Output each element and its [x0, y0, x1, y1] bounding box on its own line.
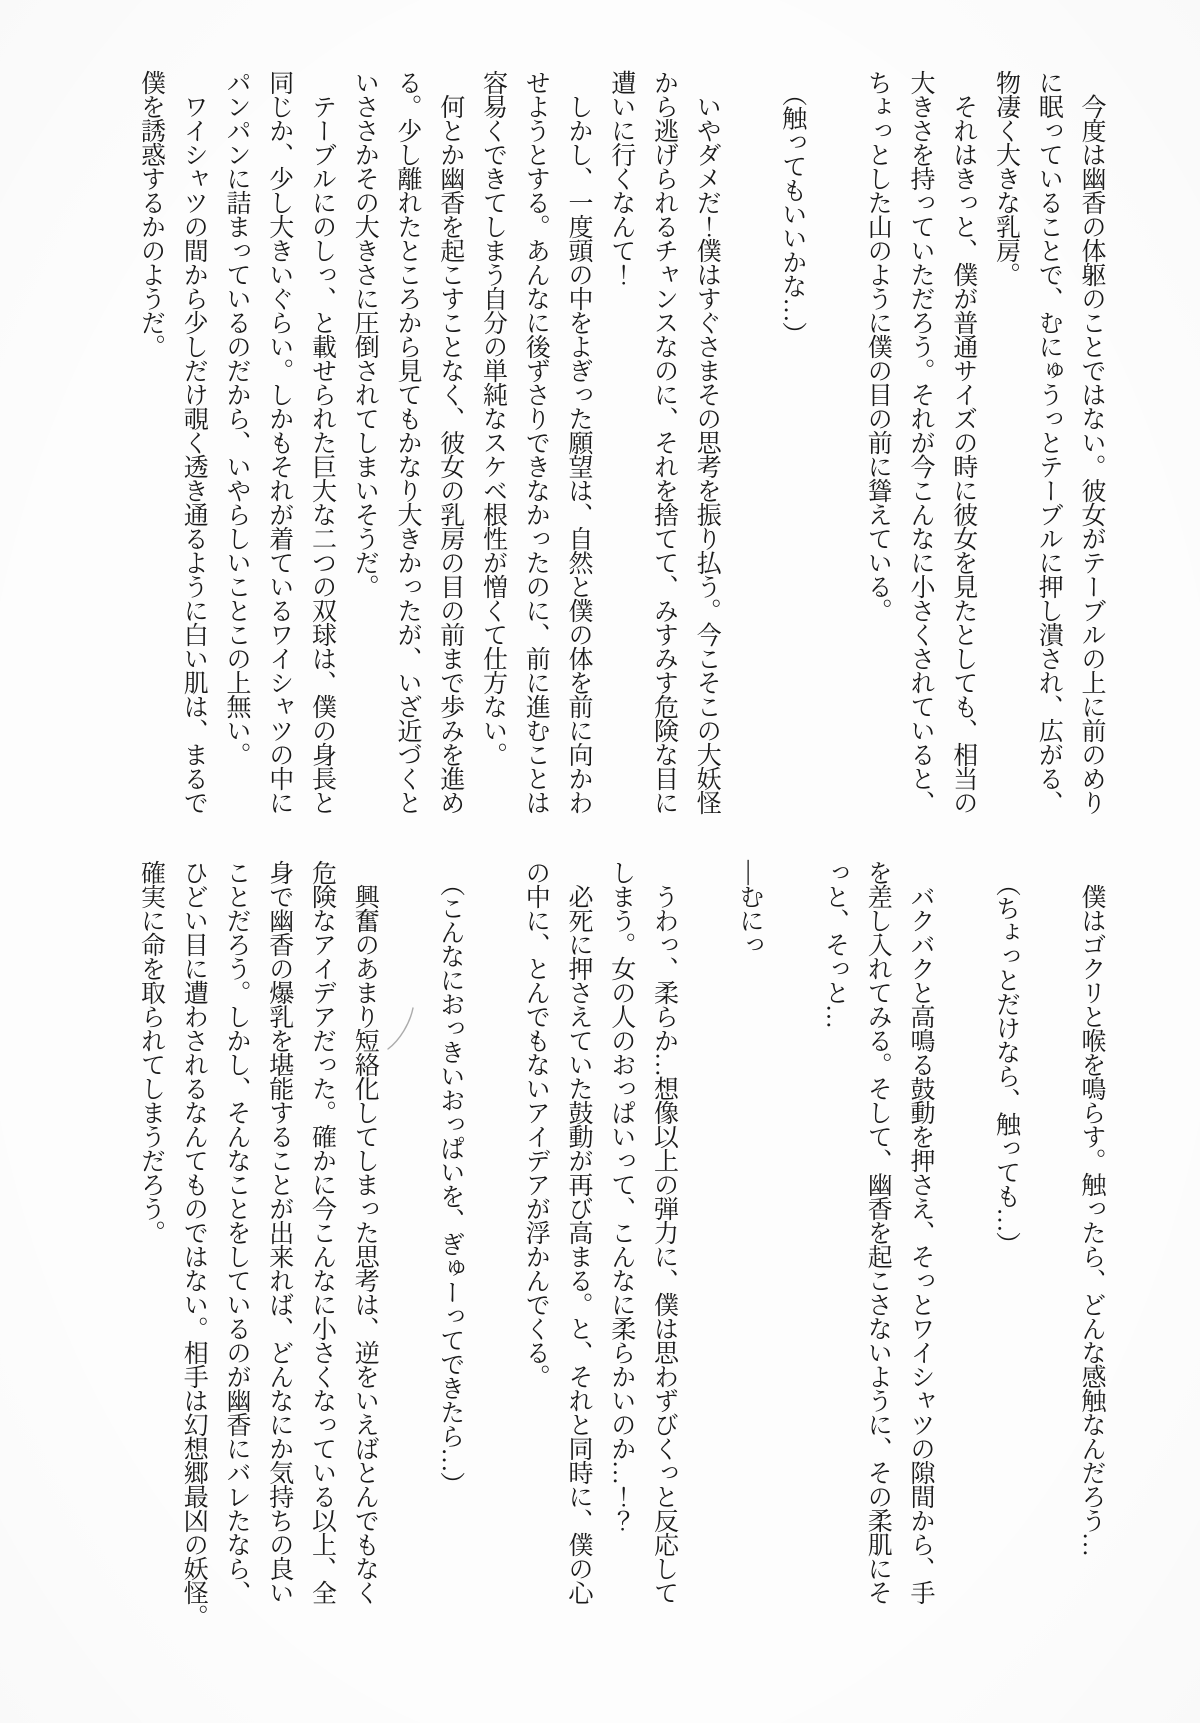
- text-column: 僕はゴクリと喉を鳴らす。触ったら、どんな感触なんだろう…: [1078, 860, 1105, 1556]
- text-column: ひどい目に遭わされるなんてものではない。相手は幻想郷最凶の妖怪。: [180, 860, 208, 1628]
- text-column: バクバクと高鳴る鼓動を押さえ、そっとワイシャツの隙間から、手: [907, 860, 934, 1604]
- text-column: から逃げられるチャンスなのに、それを捨てて、みすみす危険な目に: [650, 70, 678, 814]
- text-column: ちょっとした山のように僕の目の前に聳えている。: [864, 70, 892, 622]
- blank-column: [770, 860, 813, 1635]
- text-column: （ちょっとだけなら、触っても…）: [992, 860, 1020, 1256]
- text-column: ことだろう。しかし、そんなことをしているのが幽香にバレたなら、: [223, 860, 250, 1604]
- text-column: を差し入れてみる。そして、幽香を起こさないように、その柔肌にそ: [864, 860, 892, 1604]
- text-column: テーブルにのしっ、と載せられた巨大な二つの双球は、僕の身長と: [308, 70, 336, 814]
- text-column: 確実に命を取られてしまうだろう。: [137, 860, 165, 1244]
- text-column: 遭いに行くなんて！: [607, 70, 635, 286]
- blank-column: [727, 70, 770, 845]
- blank-column: [685, 860, 728, 1635]
- text-column: の中に、とんでもないアイデアが浮かんでくる。: [522, 860, 550, 1388]
- text-column: いささかその大きさに圧倒されてしまいそうだ。: [351, 70, 379, 598]
- text-column: 身で幽香の爆乳を堪能することが出来れば、どんなにか気持ちの良い: [265, 860, 293, 1604]
- text-column: 必死に押さえていた鼓動が再び高まる。と、それと同時に、僕の心: [565, 860, 592, 1604]
- text-column: ワイシャツの間から少しだけ覗く透き通るように白い肌は、まるで: [180, 70, 208, 814]
- text-column: しまう。女の人のおっぱいって、こんなに柔らかいのか…！？: [607, 860, 635, 1532]
- text-column: る。少し離れたところから見てもかなり大きかったが、いざ近づくと: [394, 70, 421, 814]
- text-column: せようとする。あんなに後ずさりできなかったのに、前に進むことは: [522, 70, 550, 814]
- text-column: いやダメだ！僕はすぐさまその思考を振り払う。今こそこの大妖怪: [693, 70, 721, 814]
- text-column: 同じか、少し大きいぐらい。しかもそれが着ているワイシャツの中に: [265, 70, 293, 814]
- text-column: 危険なアイデアだった。確かに今こんなに小さくなっている以上、全: [308, 860, 336, 1604]
- text-band-bottom: [129, 860, 1112, 1635]
- text-column: に眠っていることで、むにゅうっとテーブルに押し潰され、広がる、: [1035, 70, 1063, 814]
- text-column: （こんなにおっきいおっぱいを、ぎゅーってできたら…）: [436, 860, 464, 1496]
- text-column: ―むにっ: [736, 860, 763, 956]
- text-column: 興奮のあまり短絡化してしまった思考は、逆をいえばとんでもなく: [351, 860, 379, 1604]
- text-column: （触ってもいいかな…）: [778, 70, 806, 346]
- text-column: パンパンに詰まっているのだから、いやらしいことこの上無い。: [223, 70, 250, 766]
- text-column: 大きさを持っていただろう。それが今こんなに小さくされていると、: [907, 70, 934, 814]
- blank-column: [385, 860, 428, 1635]
- blank-column: [813, 70, 856, 845]
- text-column: 今度は幽香の体躯のことではない。彼女がテーブルの上に前のめり: [1078, 70, 1105, 814]
- text-column: しかし、一度頭の中をよぎった願望は、自然と僕の体を前に向かわ: [565, 70, 592, 814]
- text-column: 何とか幽香を起こすことなく、彼女の乳房の目の前まで歩みを進め: [436, 70, 464, 814]
- text-column: それはきっと、僕が普通サイズの時に彼女を見たとしても、相当の: [949, 70, 977, 814]
- text-column: 僕を誘惑するかのようだ。: [137, 70, 165, 358]
- text-column: っと、そっと…: [821, 860, 849, 1028]
- text-column: 物凄く大きな乳房。: [992, 70, 1020, 286]
- blank-column: [471, 860, 514, 1635]
- text-band-top: [129, 70, 1112, 845]
- blank-column: [941, 860, 984, 1635]
- blank-column: [1027, 860, 1070, 1635]
- text-column: うわっ、柔らか…想像以上の弾力に、僕は思わずびくっと反応して: [650, 860, 678, 1604]
- text-column: 容易くできてしまう自分の単純なスケベ根性が憎くて仕方ない。: [479, 70, 507, 766]
